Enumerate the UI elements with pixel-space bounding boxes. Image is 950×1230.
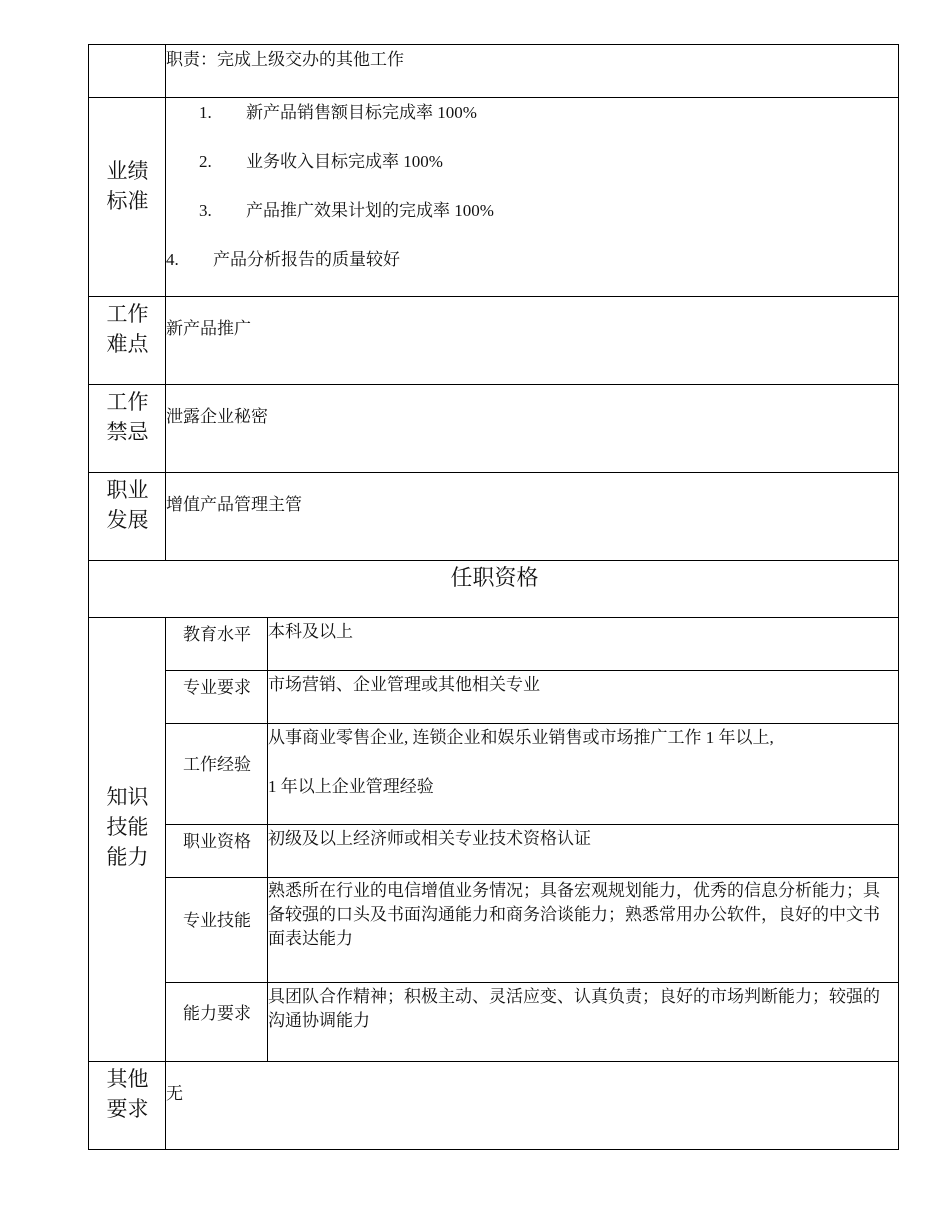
certification-label-cell: [165, 824, 268, 878]
education-value: 本科及以上: [268, 622, 353, 641]
difficulty-text: 新产品推广: [166, 319, 251, 338]
performance-label-cell: [88, 97, 166, 297]
performance-label-line2: 标准: [106, 189, 149, 213]
other-label-line1: 其他: [106, 1067, 149, 1091]
performance-item-2-num: 2.: [199, 152, 212, 171]
certification-label: 职业资格: [183, 832, 251, 851]
career-value-cell: [165, 472, 899, 561]
other-label-line2: 要求: [106, 1097, 149, 1121]
difficulty-value-cell: [165, 296, 899, 385]
other-label-cell: [88, 1061, 166, 1150]
performance-item-3-num: 3.: [199, 201, 212, 220]
certification-value: 初级及以上经济师或相关专业技术资格认证: [268, 829, 591, 848]
certification-value-cell: [267, 824, 899, 878]
professional-skills-label: 专业技能: [183, 911, 251, 930]
experience-value-line1: 从事商业零售企业, 连锁企业和娱乐业销售或市场推广工作 1 年以上,: [268, 728, 774, 747]
difficulty-label-cell: [88, 296, 166, 385]
experience-label-cell: [165, 723, 268, 825]
duty-label-cell: [88, 44, 166, 98]
career-label-line1: 职业: [106, 478, 149, 502]
major-label: 专业要求: [183, 678, 251, 697]
duty-text: 职责：完成上级交办的其他工作: [166, 50, 404, 69]
taboo-value-cell: [165, 384, 899, 473]
other-text: 无: [166, 1084, 183, 1103]
skills-label-line1: 知识: [106, 785, 149, 809]
major-value: 市场营销、企业管理或其他相关专业: [268, 675, 540, 694]
experience-value-line2: 1 年以上企业管理经验: [268, 777, 434, 796]
taboo-label-line1: 工作: [106, 390, 149, 414]
difficulty-label-line1: 工作: [106, 302, 149, 326]
skills-label-cell: [88, 617, 166, 1062]
duty-value-cell: [165, 44, 899, 98]
taboo-label-cell: [88, 384, 166, 473]
major-label-cell: [165, 670, 268, 724]
career-label-cell: [88, 472, 166, 561]
career-label-line2: 发展: [106, 508, 149, 532]
experience-label: 工作经验: [183, 755, 251, 774]
taboo-label-line2: 禁忌: [106, 420, 149, 444]
education-value-cell: [267, 617, 899, 671]
performance-item-1-num: 1.: [199, 103, 212, 122]
qualification-header-cell: [88, 560, 899, 618]
ability-label: 能力要求: [183, 1004, 251, 1023]
performance-item-3-text: 产品推广效果计划的完成率 100%: [246, 201, 494, 220]
performance-value-cell: [165, 97, 899, 297]
major-value-cell: [267, 670, 899, 724]
performance-item-4-text: 产品分析报告的质量较好: [213, 250, 400, 269]
performance-item-2-text: 业务收入目标完成率 100%: [246, 152, 443, 171]
skills-label-line3: 能力: [106, 845, 149, 869]
career-text: 增值产品管理主管: [166, 495, 302, 514]
difficulty-label-line2: 难点: [106, 332, 149, 356]
taboo-text: 泄露企业秘密: [166, 407, 268, 426]
skills-label-line2: 技能: [106, 815, 149, 839]
qualification-title: 任职资格: [450, 565, 539, 590]
ability-value-cell: [267, 982, 899, 1062]
education-label: 教育水平: [183, 625, 251, 644]
ability-label-cell: [165, 982, 268, 1062]
experience-value-cell: [267, 723, 899, 825]
professional-skills-value-cell: [267, 877, 899, 983]
performance-item-1-text: 新产品销售额目标完成率 100%: [246, 103, 477, 122]
other-value-cell: [165, 1061, 899, 1150]
performance-label-line1: 业绩: [106, 159, 149, 183]
performance-item-4-num: 4.: [166, 250, 179, 269]
education-label-cell: [165, 617, 268, 671]
professional-skills-value: 熟悉所在行业的电信增值业务情况；具备宏观规划能力，优秀的信息分析能力；具备较强的口头及书面沟通能力和商务洽谈能力；熟悉常用办公软件，良好的中文书面表达能力: [268, 881, 880, 948]
ability-value: 具团队合作精神；积极主动、灵活应变、认真负责；良好的市场判断能力；较强的沟通协调能力: [268, 987, 880, 1030]
professional-skills-label-cell: [165, 877, 268, 983]
